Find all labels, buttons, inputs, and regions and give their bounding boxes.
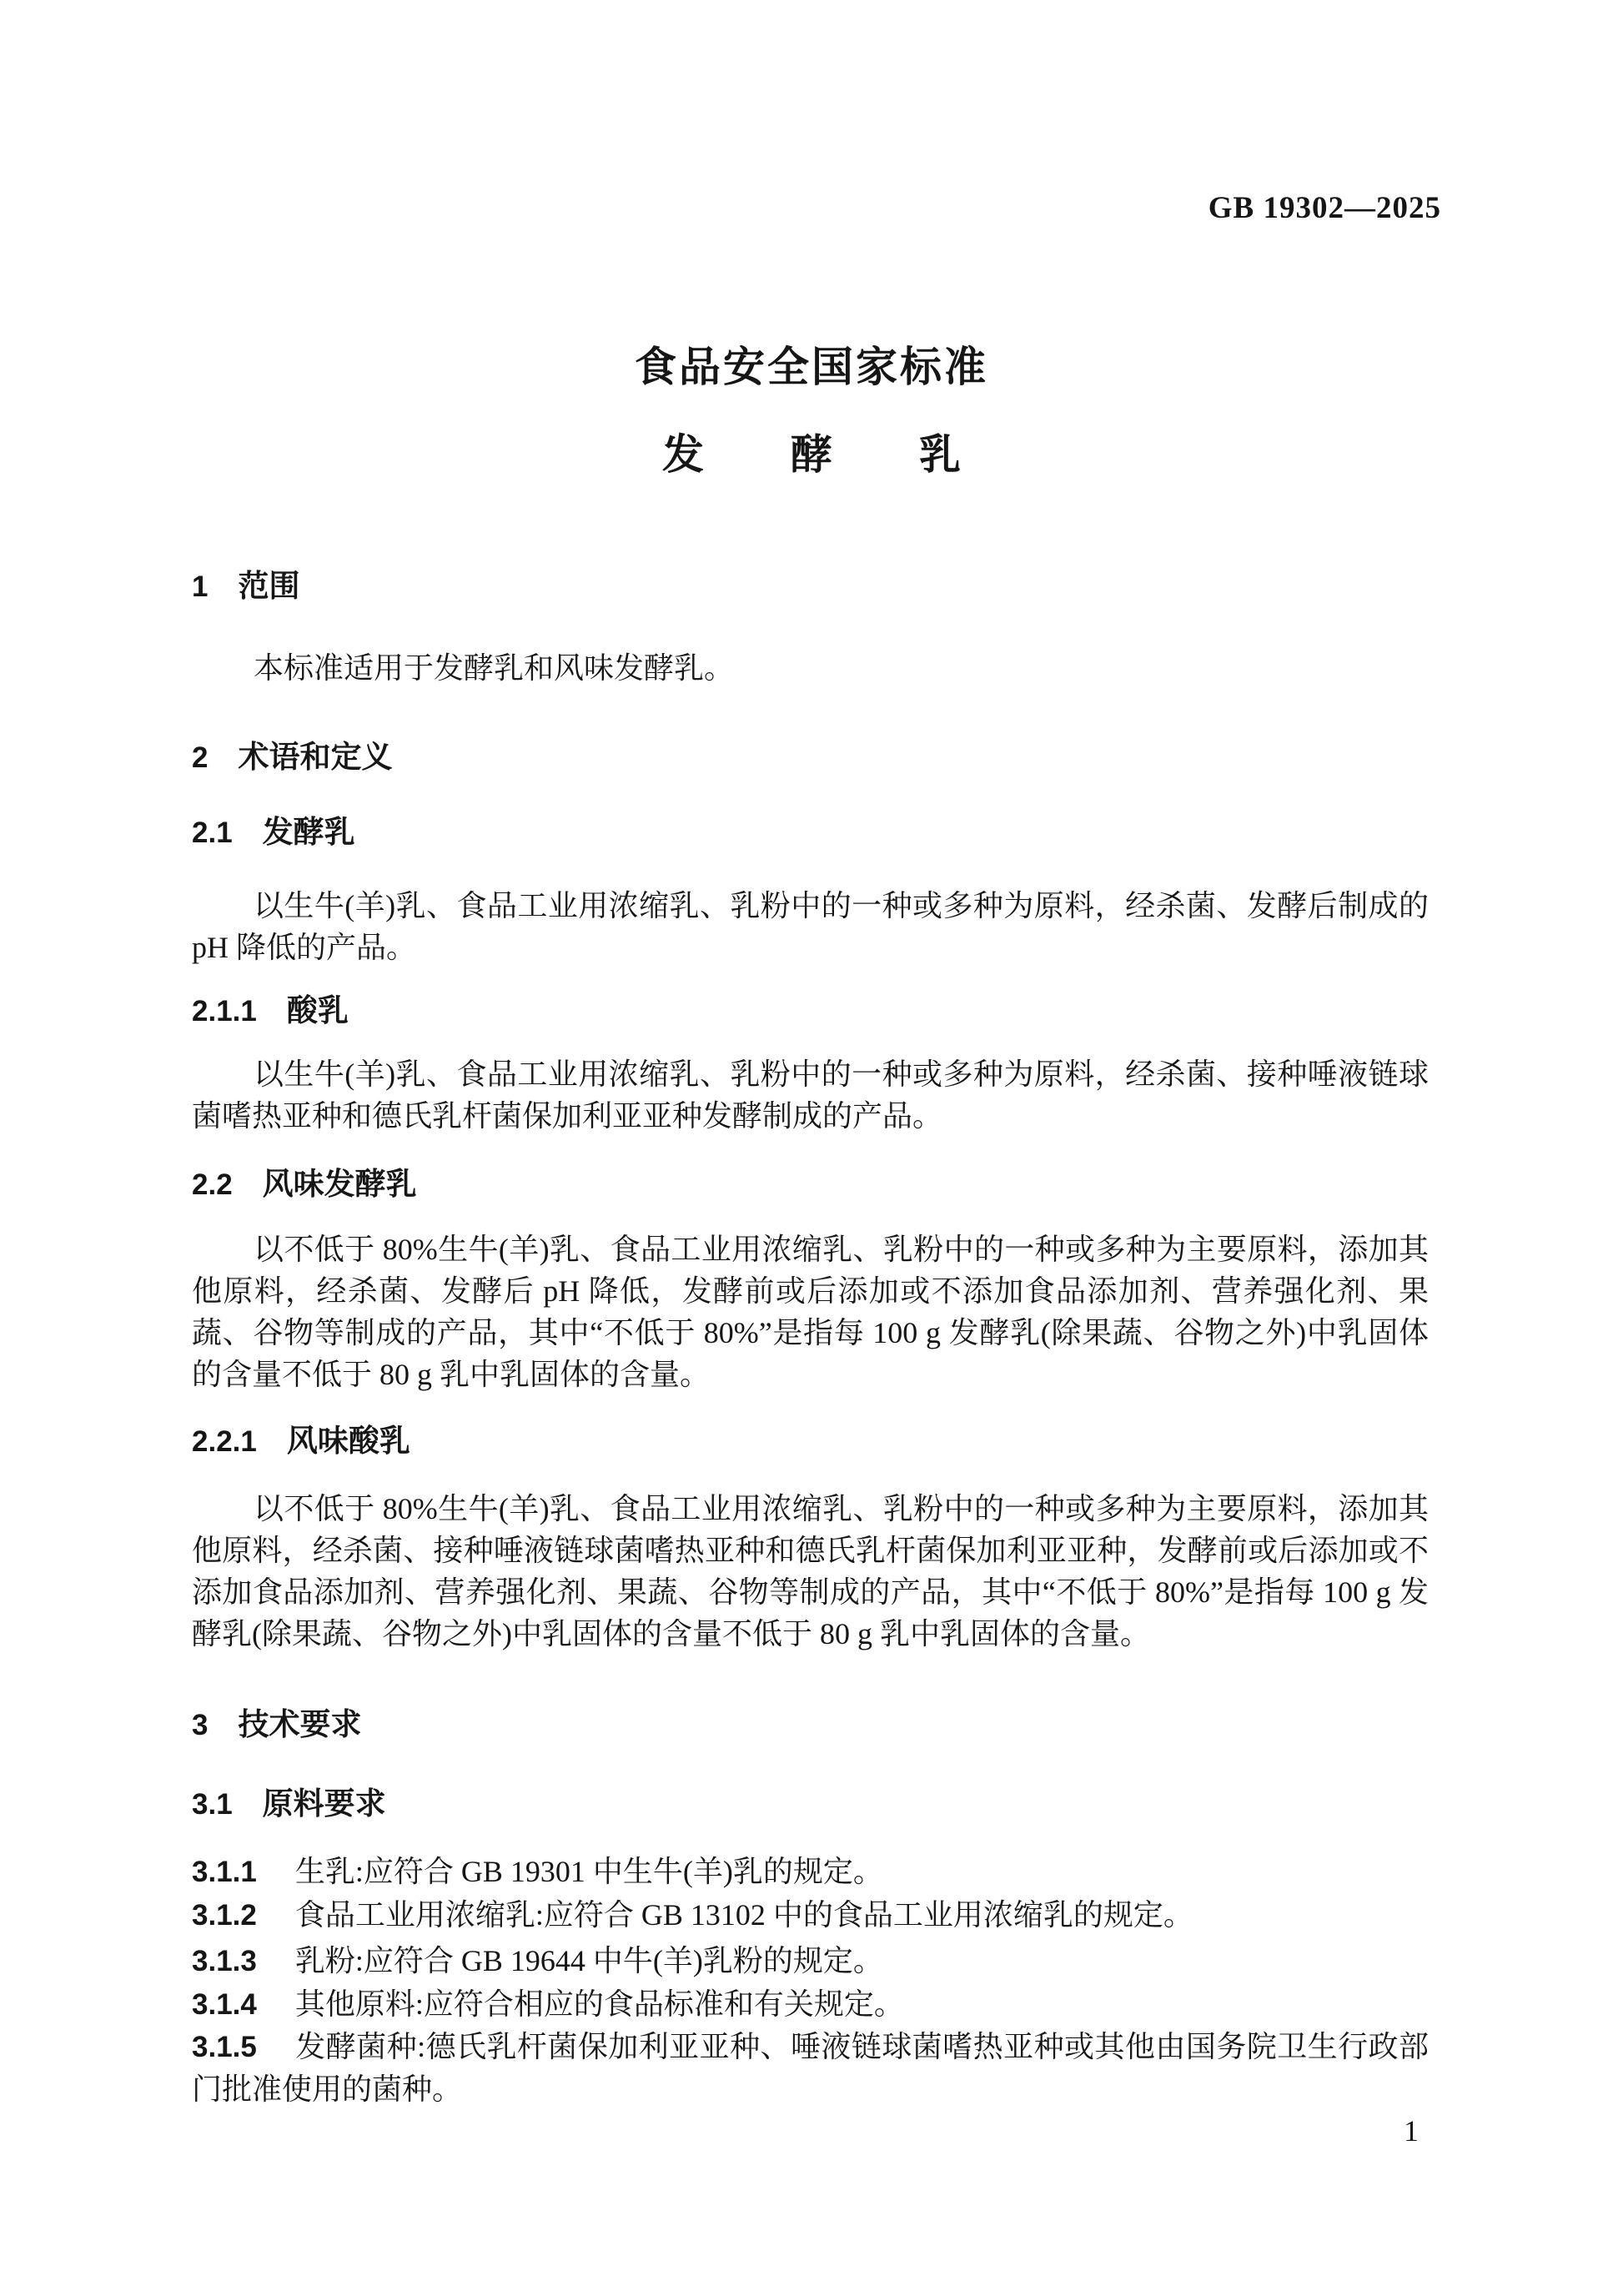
- clause-text: 乳粉:应符合 GB 19644 中牛(羊)乳粉的规定。: [294, 1944, 883, 1977]
- clause-text: 生乳:应符合 GB 19301 中生牛(羊)乳的规定。: [294, 1855, 883, 1888]
- paragraph-scope: 本标准适用于发酵乳和风味发酵乳。: [254, 651, 735, 685]
- clause-number: 3.1.2: [192, 1899, 257, 1932]
- clause-text: 发酵菌种:德氏乳杆菌保加利亚亚种、唾液链球菌嗜热亚种或其他由国务院卫生行政部门批准使用的菌种。: [192, 2030, 1429, 2106]
- heading-text: 风味酸乳: [286, 1424, 410, 1458]
- paragraph-definition-2-2-1: 以不低于 80%生牛(羊)乳、食品工业用浓缩乳、乳粉中的一种或多种为主要原料，添加其他原料，经杀菌、接种唾液链球菌嗜热亚种和德氏乳杆菌保加利亚亚种，发酵前或后添加或不添加食品添加剂、营养强化剂、果蔬、谷物等制成的产品，其中“不低于 80%”是指每 100 g 发酵乳(除果蔬、谷物之外)中乳固体的含量不低于 80 g 乳中乳固体的含量。: [192, 1492, 1429, 1650]
- heading-number: 2.2: [192, 1168, 233, 1201]
- clause-number: 3.1.4: [192, 1988, 257, 2021]
- heading-text: 术语和定义: [238, 740, 393, 774]
- clause-number: 3.1.1: [192, 1856, 257, 1888]
- heading-number: 3: [192, 1709, 209, 1741]
- paragraph-definition-2-1-1: 以生牛(羊)乳、食品工业用浓缩乳、乳粉中的一种或多种为原料，经杀菌、接种唾液链球菌嗜热亚种和德氏乳杆菌保加利亚亚种发酵制成的产品。: [192, 1058, 1429, 1133]
- clause-number: 3.1.5: [192, 2031, 257, 2063]
- standard-subtitle: 发酵乳: [662, 431, 1048, 478]
- heading-text: 原料要求: [262, 1786, 386, 1821]
- heading-number: 2: [192, 741, 209, 774]
- standard-title: 食品安全国家标准: [635, 344, 988, 390]
- heading-clause-2-2-1: [192, 1423, 1429, 1460]
- heading-clause-2-2: [192, 1166, 1429, 1203]
- heading-chapter-1: [192, 568, 1429, 605]
- heading-clause-3-1: [192, 1786, 1429, 1823]
- clause-item-3-1-3: [192, 1940, 1429, 1982]
- heading-chapter-2: [192, 739, 1429, 776]
- heading-text: 技术要求: [238, 1707, 362, 1741]
- clause-item-3-1-4: [192, 1983, 1429, 2026]
- paragraph-definition-2-2: 以不低于 80%生牛(羊)乳、食品工业用浓缩乳、乳粉中的一种或多种为主要原料，添加其他原料，经杀菌、发酵后 pH 降低，发酵前或后添加或不添加食品添加剂、营养强化剂、果蔬、谷物等制成的产品，其中“不低于 80%”是指每 100 g 发酵乳(除果蔬、谷物之外)中乳固体的含量不低于 80 g 乳中乳固体的含量。: [192, 1233, 1429, 1391]
- heading-text: 风味发酵乳: [262, 1167, 417, 1201]
- standard-code: GB 19302—2025: [1208, 191, 1441, 225]
- heading-text: 发酵乳: [262, 815, 355, 849]
- heading-clause-2-1: [192, 814, 1429, 852]
- heading-number: 1: [192, 570, 209, 603]
- paragraph-definition-2-1: 以生牛(羊)乳、食品工业用浓缩乳、乳粉中的一种或多种为原料，经杀菌、发酵后制成的 pH 降低的产品。: [192, 889, 1429, 964]
- clause-item-3-1-1: [192, 1851, 1429, 1893]
- clause-item-3-1-5: [192, 2026, 1429, 2110]
- heading-text: 范围: [238, 569, 300, 603]
- heading-number: 2.1.1: [192, 995, 257, 1027]
- heading-number: 2.2.1: [192, 1425, 257, 1458]
- heading-number: 3.1: [192, 1788, 233, 1821]
- clause-item-3-1-2: [192, 1894, 1429, 1937]
- heading-clause-2-1-1: [192, 992, 1429, 1030]
- clause-number: 3.1.3: [192, 1945, 257, 1977]
- clause-text: 其他原料:应符合相应的食品标准和有关规定。: [294, 1987, 904, 2021]
- heading-number: 2.1: [192, 816, 233, 849]
- heading-text: 酸乳: [286, 993, 349, 1027]
- page-number: 1: [1404, 2114, 1419, 2148]
- clause-text: 食品工业用浓缩乳:应符合 GB 13102 中的食品工业用浓缩乳的规定。: [294, 1898, 1193, 1932]
- heading-chapter-3: [192, 1706, 1429, 1744]
